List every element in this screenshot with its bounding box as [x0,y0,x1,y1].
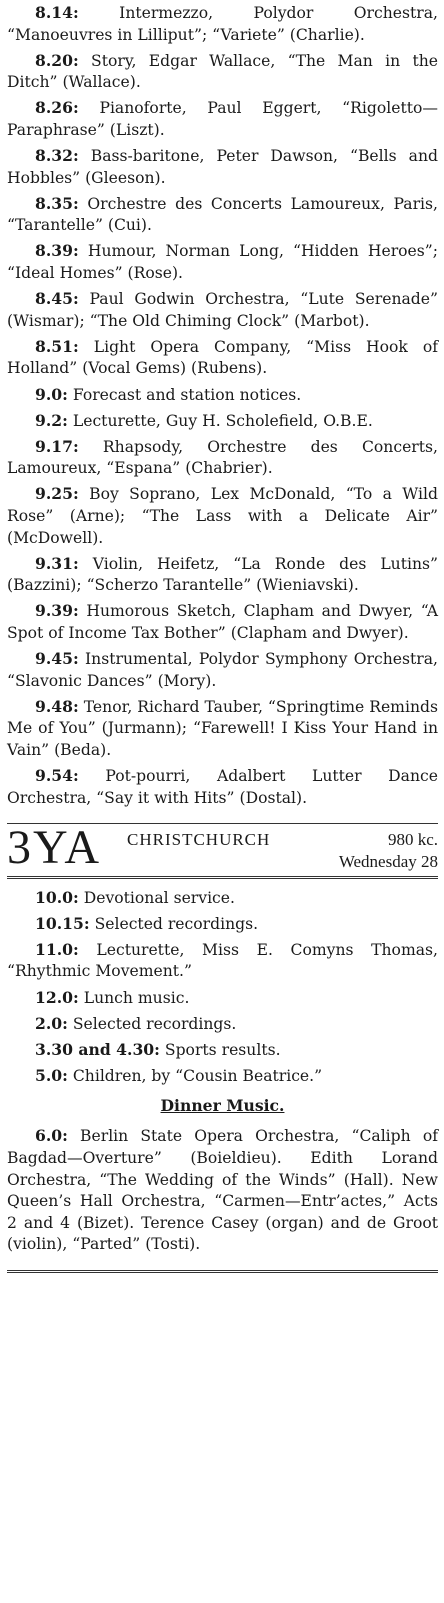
entry-text: Lecturette, Miss E. Comyns Thomas, “Rhythmic Movement.” [7,940,438,981]
entry-time: 3.30 and 4.30: [35,1039,160,1059]
programme-entry [7,336,438,380]
entry-time: 8.45: [35,289,79,309]
entry-text: Rhapsody, Orchestre des Concerts, Lamoureux, “Espana” (Chabrier). [7,437,438,478]
programme-entry [7,410,438,433]
entry-time: 8.32: [35,146,79,166]
entry-text: Boy Soprano, Lex McDonald, “To a Wild Rose” (Arne); “The Lass with a Delicate Air” (McDowell). [7,485,438,547]
entry-time: 8.14: [35,3,79,22]
entry-text: Humorous Sketch, Clapham and Dwyer, “A Spot of Income Tax Bother” (Clapham and Dwyer). [7,602,438,642]
entry-text: Selected recordings. [94,914,259,933]
programme-list-top [7,2,438,809]
entry-time: 8.26: [35,98,79,118]
programme-entry [7,483,438,549]
entry-text: Forecast and station notices. [72,385,302,404]
entry-time: 9.25: [35,484,79,504]
entry-text: Devotional service. [83,888,235,907]
entry-time: 9.2: [35,410,68,430]
programme-entry [7,887,438,910]
entry-time: 8.39: [35,241,79,261]
entry-text: Tenor, Richard Tauber, “Springtime Reminds Me of You” (Jurmann); “Farewell! I Kiss Your Hand in Vain” (Beda). [7,697,438,759]
station-frequency: 980 kc. [387,829,438,849]
programme-entry [7,436,438,480]
programme-entry [7,1065,438,1088]
entry-text: Selected recordings. [72,1014,237,1033]
programme-entry [7,384,438,407]
spacer [7,879,438,887]
programme-entry [7,648,438,692]
bottom-divider [7,1270,438,1273]
programme-entry [7,50,438,94]
entry-text: Sports results. [164,1040,281,1059]
entry-time: 10.0: [35,887,79,907]
entry-time: 12.0: [35,987,79,1007]
entry-time: 9.31: [35,553,79,573]
spacer [7,1260,438,1270]
entry-time: 8.51: [35,336,79,356]
entry-text: Pot-pourri, Adalbert Lutter Dance Orchestra, “Say it with Hits” (Dostal). [7,767,438,807]
entry-text: Lunch music. [83,988,190,1007]
entry-time: 9.48: [35,696,79,716]
entry-text: Bass-baritone, Peter Dawson, “Bells and Hobbles” (Gleeson). [7,147,438,187]
entry-text: Intermezzo, Polydor Orchestra, “Manoeuvres in Lilliput”; “Variete” (Charlie). [7,4,438,44]
programme-entry [7,600,438,644]
programme-entry [7,2,438,46]
entry-time: 5.0: [35,1065,68,1085]
entry-time: 6.0: [35,1126,68,1146]
entry-text: Children, by “Cousin Beatrice.” [72,1066,323,1085]
entry-text: Paul Godwin Orchestra, “Lute Serenade” (Wismar); “The Old Chiming Clock” (Marbot). [7,290,438,330]
programme-entry [7,1039,438,1062]
entry-time: 9.39: [35,601,79,621]
entry-text: Pianoforte, Paul Eggert, “Rigoletto—Paraphrase” (Liszt). [7,99,438,139]
programme-entry [7,97,438,141]
entry-time: 8.35: [35,193,79,213]
entry-text: Violin, Heifetz, “La Ronde des Lutins” (Bazzini); “Scherzo Tarantelle” (Wieniavski). [7,554,438,595]
dinner-music-heading: Dinner Music. [160,1096,285,1116]
entry-time: 9.17: [35,436,79,456]
programme-entry [7,696,438,762]
entry-time: 10.15: [35,913,90,933]
station-city: CHRISTCHURCH [127,829,271,849]
entry-time: 8.20: [35,50,79,70]
entry-text: Instrumental, Polydor Symphony Orchestra, “Slavonic Dances” (Mory). [7,650,438,690]
entry-text: Berlin State Opera Orchestra, “Caliph of Bagdad—Overture” (Boieldieu). Edith Lorand Orchestra, “The Wedding of the Winds” (Hall). New Queen’s Hall Orchestra, “Carmen—Entr’actes,” Acts 2 and 4 (Bizet). Terence Casey (organ) and de Groot (violin), “Parted” (Tosti). [7,1127,438,1254]
programme-entry [7,553,438,597]
programme-entry [7,987,438,1010]
programme-entry [7,240,438,284]
programme-entry [7,288,438,332]
entry-text: Story, Edgar Wallace, “The Man in the Ditch” (Wallace). [7,51,438,92]
dinner-entry [7,1125,438,1256]
entry-time: 2.0: [35,1013,68,1033]
programme-entry [7,765,438,809]
programme-entry [7,145,438,189]
station-code: 3YA [7,820,102,874]
entry-time: 9.45: [35,649,79,669]
station-day: Wednesday 28 [338,851,438,871]
station-header [7,820,438,876]
entry-text: Orchestre des Concerts Lamoureux, Paris, “Tarantelle” (Cui). [7,194,438,235]
programme-entry [7,1013,438,1036]
programme-list-station [7,887,438,1088]
programme-entry [7,939,438,983]
entry-time: 9.54: [35,766,79,785]
programme-entry [7,913,438,936]
programme-entry [7,193,438,237]
entry-text: Light Opera Company, “Miss Hook of Holland” (Vocal Gems) (Rubens). [7,337,439,378]
entry-text: Humour, Norman Long, “Hidden Heroes”; “Ideal Homes” (Rose). [7,242,438,283]
entry-text: Lecturette, Guy H. Scholefield, O.B.E. [72,411,373,430]
entry-time: 11.0: [35,939,79,959]
entry-time: 9.0: [35,384,68,404]
